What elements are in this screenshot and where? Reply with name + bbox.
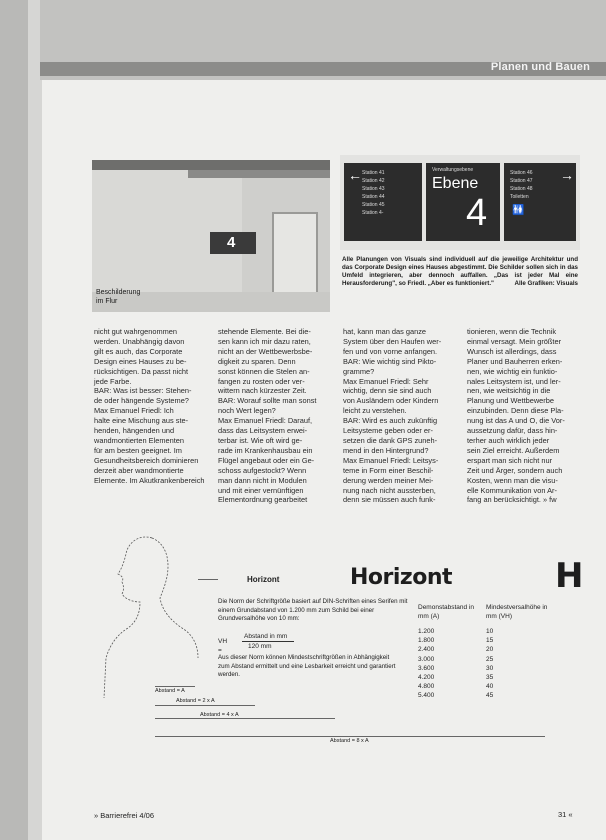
table-cell-height: 30 — [486, 664, 494, 672]
vh-denominator: 120 mm — [248, 643, 272, 650]
measure-line-2 — [155, 705, 255, 706]
arrow-right-icon: → — [560, 167, 574, 183]
table-cell-distance: 1.800 — [418, 637, 435, 645]
sign-list-right: Station 46 Station 47 Station 48 Toiletten — [510, 170, 533, 200]
sign-panel-floor — [426, 163, 500, 241]
vh-numerator: Abstand in mm — [244, 633, 288, 640]
signage-photo — [340, 155, 580, 250]
table-cell-height: 40 — [486, 683, 494, 691]
table-cell-height: 10 — [486, 628, 494, 635]
table-cell-height: 20 — [486, 646, 494, 654]
photo-credit: Alle Grafiken: Visuals — [514, 280, 578, 287]
wall-sign-number: 4 — [227, 234, 236, 251]
sign-list-left: Station 41 Station 42 Station 43 Station 44 Station 45 Station 4- — [362, 170, 385, 216]
table-cell-height: 35 — [486, 674, 494, 682]
measure-label-1: Abstand = A — [155, 688, 185, 694]
arrow-left-icon: ← — [348, 167, 362, 183]
horizon-label-big: Horizont — [350, 565, 453, 590]
horizon-text-1 — [218, 598, 408, 624]
horizon-line — [198, 579, 218, 580]
corridor-photo-caption: Beschilderung im Flur — [96, 289, 141, 305]
signage-caption-text: Alle Planungen von Visuals sind individuell auf die jeweilige Architektur und das Corporate Design eines Hauses abgestimmt. Die Schilder sollen sich in das Umfeld integrieren, aber dennoch auffallen. „Das ist jeder Mal eine Herausforderung", so Friedl. „Aber es funktioniert." — [342, 256, 578, 287]
footer-issue: » Barrierefrei 4/06 — [94, 811, 155, 820]
measure-line-1 — [155, 686, 195, 687]
horizon-norm-text: Die Norm der Schriftgröße basiert auf DIN-Schriften eines Serifen mit einem Grundabstand von 1.200 mm zum Schild bei einer Grundversalhöhe von 10 mm: — [218, 598, 408, 623]
article-column-4: tionieren, wenn die Technik einmal versagt. Mein größter Wunsch ist allerdings, dass Planer und Bauherren erken- nen, wie wichtig ein funktio- nales Leitsystem ist, und ler- nen, wie weitsichtig in die Planung und Wettbewerbe einzubinden. Denn diese Pla- nung ist das A und O, die Vor- aussetzung dafür, dass hin- terher auch wirklich jeder sein Ziel erreicht. Außerdem erspart man sich nicht nur Zeit und Ärger, sondern auch Kosten, wenn man die visu- elle Kommunikation von Ar- fang an berücksichtigt. » fw — [467, 327, 565, 505]
table-cell-distance: 4.200 — [418, 674, 435, 682]
measure-line-3 — [155, 718, 335, 719]
measure-label-3: Abstand = 4 x A — [200, 712, 239, 718]
wall-sign — [210, 232, 256, 254]
table-cell-distance: 4.800 — [418, 683, 435, 691]
table-header-height: Mindestversalhöhe in mm (VH) — [486, 604, 548, 621]
vh-label: VH = — [218, 638, 228, 654]
sign-panel-right — [504, 163, 576, 241]
section-title: Planen und Bauen — [490, 61, 590, 73]
table-cell-distance: 1.200 — [418, 628, 435, 635]
table-cell-distance: 2.400 — [418, 646, 435, 654]
footer-page-number: 31 « — [558, 810, 573, 819]
table-cell-height: 25 — [486, 655, 494, 663]
article-column-1: nicht gut wahrgenommen werden. Unabhängig davon gilt es auch, das Corporate Design eines Hauses zu be- rücksichtigen. Da passt nicht jede Farbe. BAR: Was ist besser: Stehen- de oder hängende Systeme? Max Emanuel Friedl: Ich halte eine Mischung aus ste- henden, hängenden und wandmontierten Elementen für am besten geeignet. Im Gesundheitsbereich dominieren derzeit aber wandmontierte Elemente. Im Akutkrankenbereich — [94, 327, 205, 485]
table-distance-values — [418, 627, 458, 701]
horizon-letter: H — [555, 556, 584, 596]
signage-photo-caption — [342, 256, 578, 288]
table-cell-distance: 3.000 — [418, 655, 435, 663]
table-height-values — [486, 627, 526, 701]
sign-floor-caption: Verwaltungsebene — [432, 167, 474, 173]
toilet-people-icon: 🚻 — [512, 205, 525, 216]
book-spine-shadow — [0, 0, 40, 840]
article-column-2: stehende Elemente. Bei die- sen kann ich mir dazu raten, nicht an der Wettbewerbsbe- digkeit zu sparen. Denn sonst können die Stelen an- fangen zu rosten oder ver- wittern nach kürzester Zeit. BAR: Worauf sollte man sonst noch Wert legen? Max Emanuel Friedl: Darauf, dass das Leitsystem erwei- terbar ist. Wie oft wird ge- rade im Krankenhausbau ein Flügel angebaut oder ein Ge- schoss aufgestockt? Wenn man dann nicht in Modulen und mit einer vernünftigen Elementordnung gearbeitet — [218, 327, 317, 505]
sign-floor-number: 4 — [466, 192, 488, 234]
measure-label-4: Abstand = 8 x A — [330, 738, 369, 744]
table-cell-height: 15 — [486, 637, 494, 645]
sign-panel-left — [344, 163, 422, 241]
table-cell-distance: 3.600 — [418, 664, 435, 672]
table-cell-height: 45 — [486, 692, 494, 700]
horizon-text-2: Aus dieser Norm können Mindestschriftgrößen in Abhängigkeit zum Abstand ermittelt und eine Lesbarkeit erreicht und garantiert werden. — [218, 654, 396, 679]
article-column-3: hat, kann man das ganze System über den Haufen wer- fen und von vorne anfangen. BAR: Wie wichtig sind Pikto- gramme? Max Emanuel Friedl: Sehr wichtig, denn sie sind auch von Ausländern oder Kindern leicht zu verstehen. BAR: Wird es auch zukünftig Leitsysteme geben oder er- setzen die dank GPS zuneh- mend in den Hintergrund? Max Emanuel Friedl: Leitsys- teme in Form einer Beschil- derung werden meiner Mei- nung nach nicht aussterben, denn sie müssen auch funk- — [343, 327, 442, 505]
measure-label-2: Abstand = 2 x A — [176, 698, 215, 704]
horizon-label-small: Horizont — [247, 575, 280, 584]
table-header-distance: Demonstabstand in mm (A) — [418, 604, 475, 621]
table-cell-distance: 5.400 — [418, 692, 435, 700]
sign-floor-word: Ebene — [432, 175, 479, 192]
measure-line-4 — [155, 736, 545, 737]
